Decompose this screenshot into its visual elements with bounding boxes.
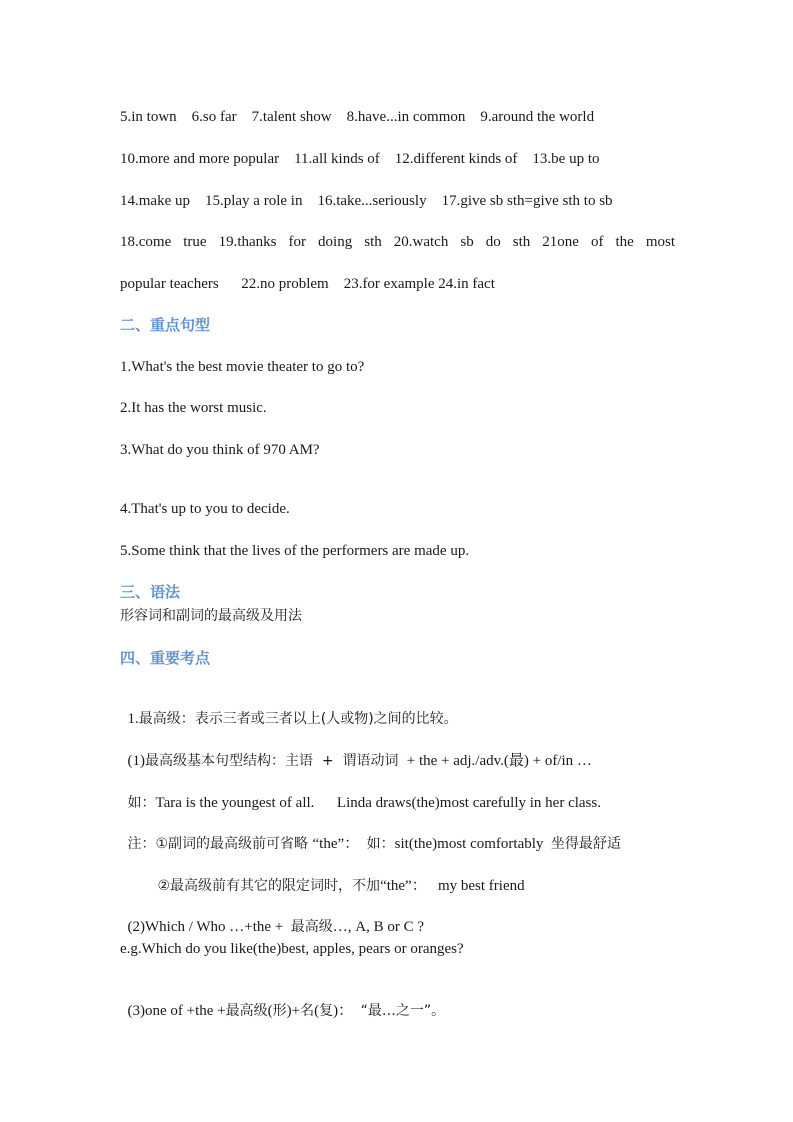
phrases-line-3: 14.make up 15.play a role in 16.take...seriously 17.give sb sth=give sth to sb: [120, 193, 613, 209]
rule3-zh1: 最高级: [225, 1003, 268, 1019]
example-1: [120, 773, 601, 813]
note2-zh: ②最高级前有其它的限定词时，不加: [157, 878, 381, 894]
word: 21one: [542, 234, 579, 250]
rule-en: + the + adj./adv.(最) + of/in …: [402, 753, 592, 769]
phrases-line-5: popular teachers 22.no problem 23.for example 24.in fact: [120, 276, 495, 292]
rule-3: [120, 981, 445, 1021]
word: the: [615, 234, 634, 250]
word: sth: [364, 234, 382, 250]
word: sb: [460, 234, 474, 250]
phrases-line-2: 10.more and more popular 11.all kinds of 12.different kinds of 13.be up to: [120, 151, 600, 167]
rule3-en4: (: [314, 1003, 320, 1019]
rule3-zh3: 名: [300, 1003, 315, 1019]
sentence-1: 1.What's the best movie theater to go to?: [120, 359, 365, 375]
sentence-2: 2.It has the worst music.: [120, 400, 267, 416]
point-1: [120, 689, 458, 729]
phrases-line-1: 5.in town 6.so far 7.talent show 8.have...in common 9.around the world: [120, 109, 595, 125]
rule3-en1: (3)one of +the +: [127, 1003, 226, 1019]
note-zh3: 坐得最舒适: [550, 836, 621, 852]
rule-2: [120, 897, 424, 937]
note-quote: “the”：: [312, 836, 367, 852]
word: do: [485, 234, 501, 250]
grammar-subtitle: 形容词和副词的最高级及用法: [120, 608, 302, 624]
word: 18.come: [120, 234, 172, 250]
example-2: e.g.Which do you like(the)best, apples, pears or oranges?: [120, 941, 464, 957]
section-heading-key-points: 四、重要考点: [120, 649, 211, 667]
note2-en: my best friend: [437, 878, 525, 894]
word: 19.thanks: [218, 234, 277, 250]
example-text: Tara is the youngest of all. Linda draws(the)most carefully in her class.: [155, 795, 601, 811]
word: true: [183, 234, 207, 250]
rule3-zh2: 形: [272, 1003, 287, 1019]
rule3-en2: (: [267, 1003, 273, 1019]
section-heading-key-sentences: 二、重点句型: [120, 316, 211, 334]
sentence-5: 5.Some think that the lives of the performers are made up.: [120, 543, 470, 559]
section-heading-grammar: 三、语法: [120, 583, 181, 601]
point-number: 1.: [127, 711, 139, 727]
rule3-en5: )：: [333, 1003, 361, 1019]
example-label: 如：: [127, 795, 156, 811]
note-label: 注：: [127, 836, 156, 852]
note-en: sit(the)most comfortably: [394, 836, 551, 852]
point-text: 最高级：表示三者或三者以上(人或物)之间的比较。: [138, 711, 458, 727]
rule2-zh: 最高级: [290, 919, 333, 935]
rule3-zh4: 复: [319, 1003, 334, 1019]
note-zh2: 如：: [366, 836, 395, 852]
word: for: [288, 234, 307, 250]
note2-quote: “the”：: [380, 878, 438, 894]
sentence-4: 4.That's up to you to decide.: [120, 501, 290, 517]
word: doing: [318, 234, 353, 250]
note-zh: ①副词的最高级前可省略: [155, 836, 313, 852]
note-1: [120, 814, 621, 854]
word: sth: [512, 234, 531, 250]
rule-1: [120, 731, 592, 771]
note-2: [150, 856, 525, 896]
rule-prefix: (1): [127, 753, 145, 769]
word: most: [645, 234, 675, 250]
phrases-line-4: [120, 232, 675, 252]
rule3-en3: )+: [286, 1003, 301, 1019]
rule3-zh5: “最…之一”。: [360, 1003, 446, 1019]
rule-zh: 最高级基本句型结构：主语 + 谓语动词: [145, 753, 403, 769]
rule2-en2: …, A, B or C ?: [332, 919, 425, 935]
sentence-3: 3.What do you think of 970 AM?: [120, 442, 320, 458]
word: of: [590, 234, 604, 250]
rule2-en1: (2)Which / Who …+the +: [127, 919, 291, 935]
word: 20.watch: [393, 234, 449, 250]
